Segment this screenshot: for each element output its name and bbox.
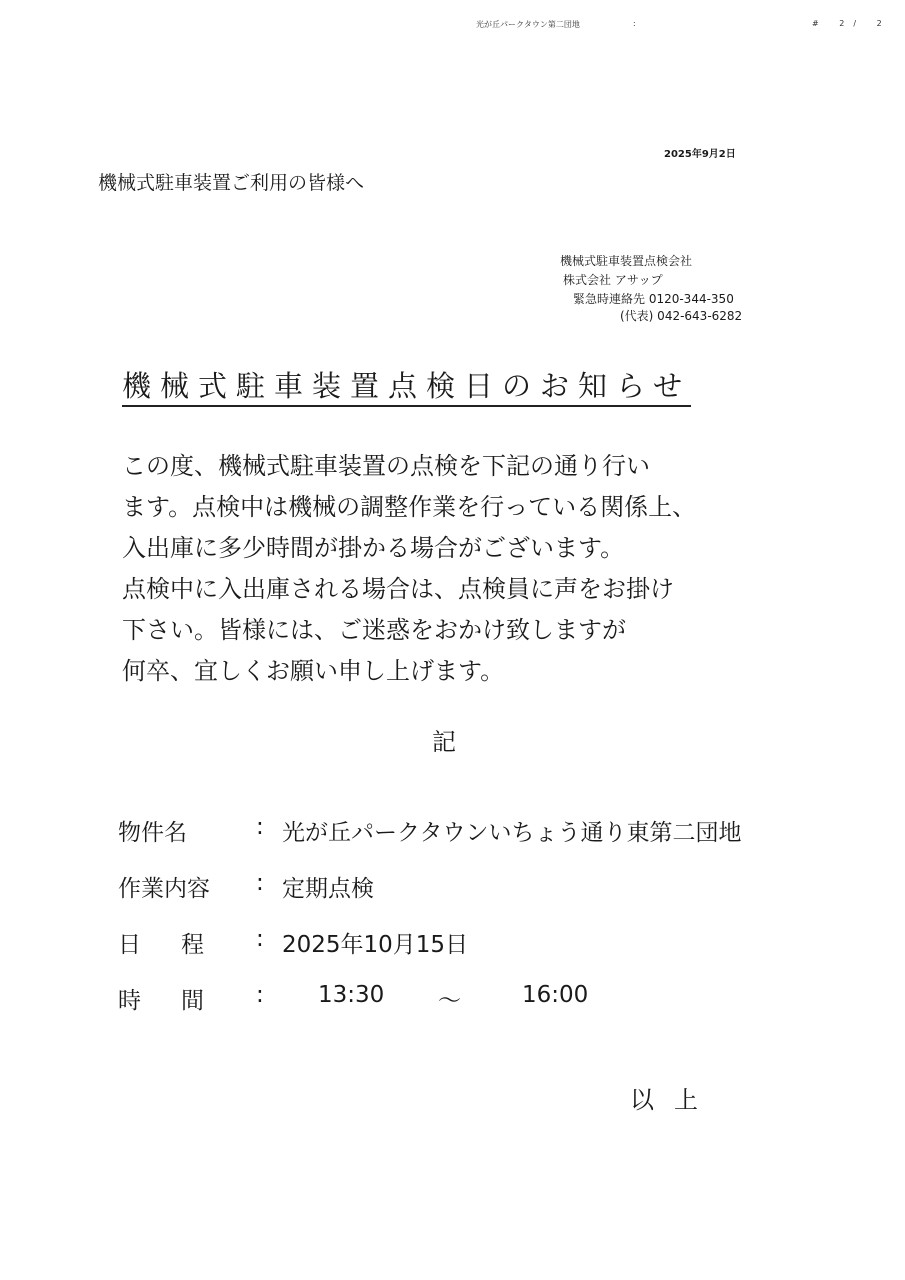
body-line: 入出庫に多少時間が掛かる場合がございます。 (122, 534, 625, 562)
notice-title: 機械式駐車装置点検日のお知らせ (122, 368, 691, 407)
fax-header-colon: : (633, 19, 636, 28)
body-line: 下さい。皆様には、ご迷惑をおかけ致しますが (122, 616, 626, 644)
sender-emergency-contact: 緊急時連絡先 0120-344-350 (573, 292, 734, 306)
property-colon: : (256, 814, 264, 840)
fax-page-number: # 2/ 2 (812, 19, 891, 28)
schedule-label: 日程 (118, 932, 244, 958)
time-label: 時間 (118, 988, 244, 1014)
fax-header (0, 19, 905, 35)
addressee: 機械式駐車装置ご利用の皆様へ (98, 172, 365, 194)
closing-mark: 以上 (630, 1086, 718, 1114)
work-label: 作業内容 (118, 876, 210, 902)
notice-body (122, 446, 696, 692)
work-value: 定期点検 (282, 876, 374, 902)
schedule-value: 2025年10月15日 (282, 932, 469, 958)
time-separator: 〜 (438, 988, 461, 1014)
time-end: 16:00 (522, 982, 589, 1008)
sender-company: 株式会社 アサップ (563, 273, 663, 287)
work-colon: : (256, 870, 264, 896)
sender-representative-phone: (代表) 042-643-6282 (620, 309, 743, 323)
time-start: 13:30 (318, 982, 385, 1008)
property-label: 物件名 (118, 820, 187, 846)
sender-block (560, 252, 742, 326)
body-line: 点検中に入出庫される場合は、点検員に声をお掛け (122, 575, 674, 603)
sender-department: 機械式駐車装置点検会社 (560, 254, 693, 268)
document-date: 2025年9月2日 (664, 149, 736, 160)
body-line: ます。点検中は機械の調整作業を行っている関係上、 (122, 493, 697, 521)
schedule-colon: : (256, 926, 264, 952)
fax-header-title: 光が丘パークタウン第二団地 (476, 20, 580, 29)
property-value: 光が丘パークタウンいちょう通り東第二団地 (282, 820, 742, 846)
time-colon: : (256, 982, 264, 1008)
body-line: 何卒、宜しくお願い申し上げます。 (122, 657, 505, 685)
body-line: この度、機械式駐車装置の点検を下記の通り行い (122, 452, 650, 480)
ki-heading: 記 (432, 728, 456, 756)
